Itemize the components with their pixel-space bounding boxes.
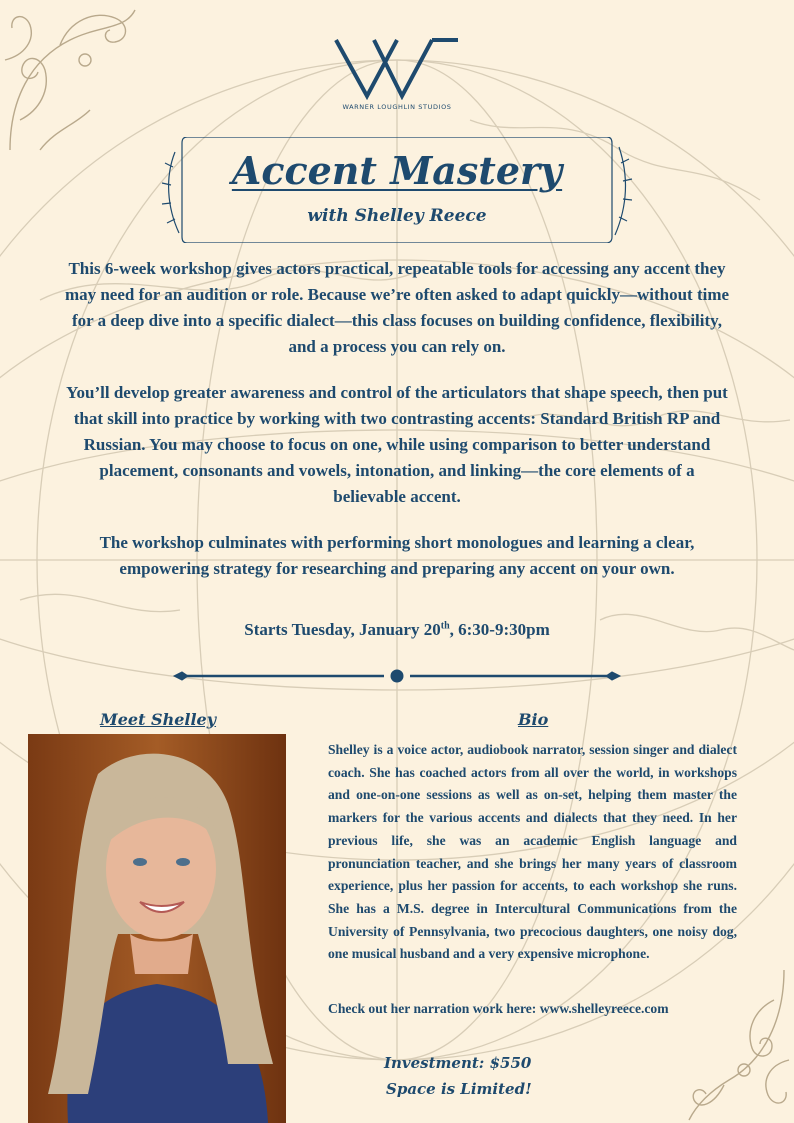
start-date-ordinal: th [440, 620, 450, 632]
description-paragraph: You’ll develop greater awareness and control of the articulators that shape speech, then put that skill into practice by working with two contrasting accents: Standard British RP and Russian. You may choose to focus on one, while using comparison to better understand placement, consonants and vowels, intonation, and linking—the core elements of a believable accent. [66, 383, 728, 506]
wl-logo-icon [334, 36, 460, 100]
narration-link-text[interactable]: Check out her narration work here: www.shelleyreece.com [328, 1001, 669, 1016]
ornament-bottom-right [684, 960, 794, 1123]
studio-logo [310, 36, 484, 111]
description-paragraph: The workshop culminates with performing short monologues and learning a clear, empowering strategy for researching and preparing any accent on your own. [99, 533, 695, 578]
investment-price: Investment: $550 [384, 1054, 532, 1072]
studio-name: WARNER LOUGHLIN STUDIOS [342, 103, 452, 111]
workshop-description [64, 256, 730, 602]
start-date [0, 620, 794, 640]
page-subtitle: with Shelley Reece [307, 206, 487, 226]
portrait-photo [28, 734, 286, 1123]
bio-text: Shelley is a voice actor, audiobook narrator, session singer and dialect coach. She has coached actors from all over the world, in workshops and one-on-one sessions as well as on-set, helping them master the markers for the various accents and dialects that they need. In her previous life, she was an academic English language and pronunciation teacher, and she brings her many years of classroom experience, plus her passion for accents, to each workshop she runs. She has a M.S. degree in Intercultural Communications from the University of Pennsylvania, two precocious daughters, one noisy dog, one musical husband and a very expensive microphone. [328, 742, 737, 962]
page-title: Accent Mastery [231, 148, 563, 193]
space-limited-note: Space is Limited! [386, 1080, 532, 1098]
bio-heading: Bio [518, 710, 549, 729]
start-date-time: , 6:30-9:30pm [449, 620, 550, 639]
start-date-day: Starts Tuesday, January 20 [244, 620, 441, 639]
description-paragraph: This 6-week workshop gives actors practical, repeatable tools for accessing any accent they may need for an audition or role. Because we’re often asked to adapt quickly—without time for a deep dive into a specific dialect—this class focuses on building confidence, flexibility, and a process you can rely on. [64, 259, 730, 356]
ornament-top-left [0, 0, 140, 160]
meet-heading: Meet Shelley [100, 710, 217, 729]
section-divider [172, 666, 622, 686]
